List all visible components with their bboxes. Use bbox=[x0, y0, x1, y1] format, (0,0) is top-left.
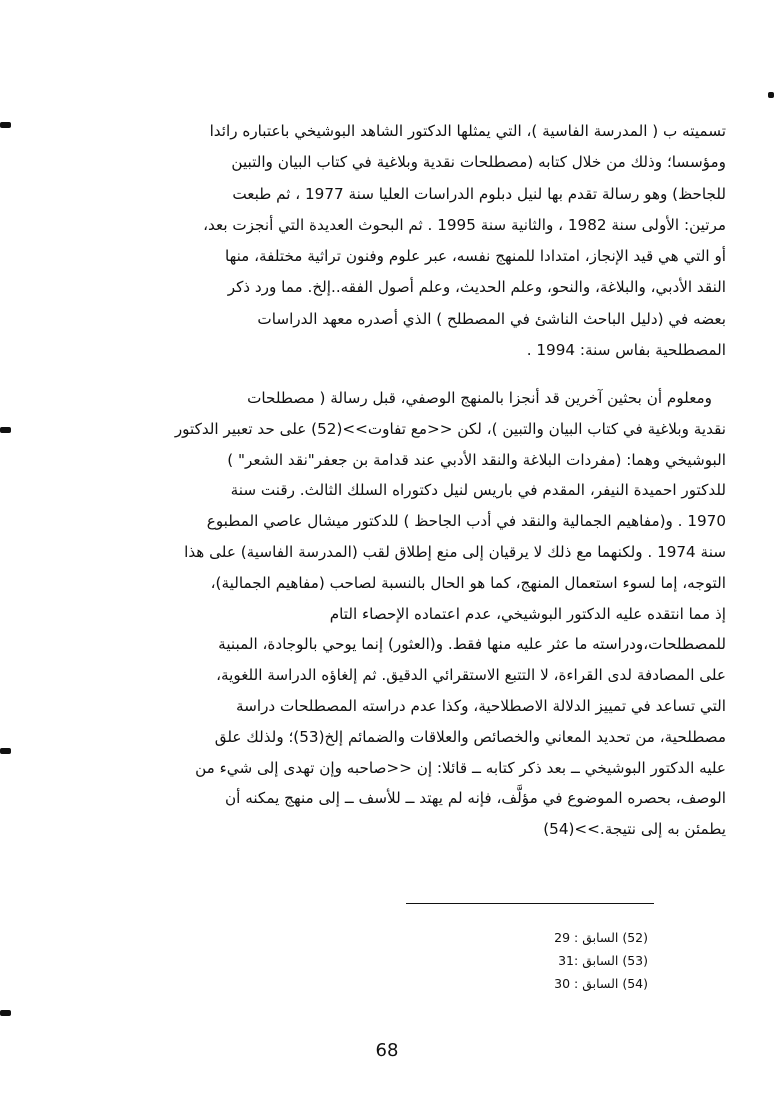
body-line: عليه الدكتور البوشيخي ــ بعد ذكر كتابه ــ قائلا: إن <<صاحبه وإن تهدى إلى شيء من bbox=[195, 758, 726, 777]
body-line: أو التي هي قيد الإنجاز، امتدادا للمنهج نفسه، عبر علوم وفنون تراثية مختلفة، منها bbox=[224, 247, 726, 266]
body-line: التوجه، إما لسوء استعمال المنهج، كما هو الحال بالنسبة لصاحب (مفاهيم الجمالية)، bbox=[210, 573, 726, 592]
margin-mark bbox=[0, 427, 11, 433]
margin-mark bbox=[0, 1010, 11, 1016]
body-line: التي تساعد في تمييز الدلالة الاصطلاحية، وكذا عدم دراسته المصطلحات دراسة bbox=[236, 696, 726, 715]
body-line: تسميته ب ( المدرسة الفاسية )، التي يمثلها الدكتور الشاهد البوشيخي باعتباره رائدا bbox=[209, 122, 726, 140]
footnote: (53) السابق :31 bbox=[558, 953, 648, 968]
margin-mark bbox=[0, 748, 11, 754]
paragraph-1 bbox=[49, 116, 726, 366]
footnote-separator bbox=[406, 903, 654, 904]
body-line: سنة 1974 . ولكنهما مع ذلك لا يرقيان إلى منع إطلاق لقب (المدرسة الفاسية) على هذا bbox=[184, 542, 726, 561]
body-line: ومؤسسا؛ وذلك من خلال كتابه (مصطلحات نقدية وبلاغية في كتاب البيان والتبين bbox=[231, 153, 726, 172]
body-line: نقدية وبلاغية في كتاب البيان والتبين )، لكن <<مع تفاوت>>(52) على حد تعبير الدكتور bbox=[174, 419, 726, 438]
body-line: إذ مما انتقده عليه الدكتور البوشيخي، عدم اعتماده الإحصاء التام bbox=[329, 604, 726, 623]
footnotes bbox=[388, 926, 648, 995]
paragraph-2 bbox=[49, 383, 726, 845]
body-line: للجاحظ) وهو رسالة تقدم بها لنيل دبلوم الدراسات العليا سنة 1977 ، ثم طبعت bbox=[232, 184, 726, 203]
body-line: بعضه في (دليل الباحث الناشئ في المصطلح ) الذي أصدره معهد الدراسات bbox=[257, 309, 726, 328]
margin-mark bbox=[768, 92, 774, 98]
body-line: النقد الأدبي، والبلاغة، والنحو، وعلم الحديث، وعلم أصول الفقه..إلخ. مما ورد ذكر bbox=[227, 278, 726, 297]
body-line: يطمئن به إلى نتيجة.>>(54) bbox=[543, 820, 726, 839]
body-line: المصطلحية بفاس سنة: 1994 . bbox=[526, 341, 726, 360]
margin-mark bbox=[0, 122, 11, 128]
footnote: (52) السابق : 29 bbox=[554, 930, 648, 945]
body-line: مرتين: الأولى سنة 1982 ، والثانية سنة 1995 . ثم البحوث العديدة التي أنجزت بعد، bbox=[203, 215, 726, 234]
body-line: الوصف، بحصره الموضوع في مؤلَّف، فإنه لم يهتد ــ للأسف ــ إلى منهج يمكنه أن bbox=[225, 789, 726, 808]
body-line: على المصادفة لدى القراءة، لا التتبع الاستقرائي الدقيق. ثم إلغاؤه الدراسة اللغوية، bbox=[216, 666, 726, 685]
body-line: للمصطلحات،ودراسته ما عثر عليه منها فقط. و(العثور) إنما يوحي بالوجادة، المبنية bbox=[218, 635, 726, 654]
body-line: مصطلحية، من تحديد المعاني والخصائص والعلاقات والضمائم إلخ(53)؛ ولذلك علق bbox=[214, 727, 726, 746]
footnote: (54) السابق : 30 bbox=[554, 976, 648, 991]
body-line: البوشيخي وهما: (مفردات البلاغة والنقد الأدبي عند قدامة بن جعفر"نقد الشعر" ) bbox=[227, 450, 726, 469]
body-line: ومعلوم أن بحثين آخرين قد أنجزا بالمنهج الوصفي، قبل رسالة ( مصطلحات bbox=[247, 389, 712, 407]
page-number: 68 bbox=[375, 1040, 399, 1061]
body-line: 1970 . و(مفاهيم الجمالية والنقد في أدب الجاحظ ) للدكتور ميشال عاصي المطبوع bbox=[206, 512, 726, 531]
body-line: للدكتور احميدة النيفر، المقدم في باريس لنيل دكتوراه السلك الثالث. رقنت سنة bbox=[230, 481, 726, 500]
